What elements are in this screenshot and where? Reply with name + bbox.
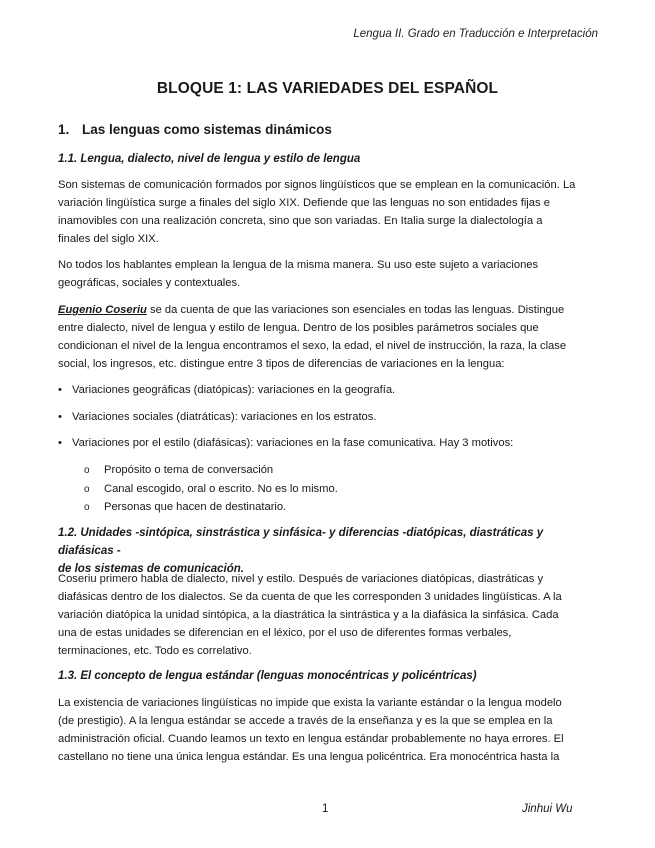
text-span: se da cuenta de que las variaciones son esenciales en todas las lenguas. Distingue [146, 304, 565, 316]
text-line: diafásicas dentro de los dialectos. Se da cuenta de que les corresponden 3 unidades lingüísticas. A la [58, 591, 562, 603]
subsection-heading-1-3: 1.3. El concepto de lengua estándar (lenguas monocéntricas y policéntricas) [58, 670, 477, 682]
author-name: Eugenio Coseriu [58, 304, 147, 316]
heading-line: de los sistemas de comunicación. [58, 563, 244, 575]
sub-bullet-text: Personas que hacen de destinatario. [104, 501, 287, 513]
paragraph-2 [58, 256, 603, 292]
text-line: No todos los hablantes emplean la lengua de la misma manera. Su uso este sujeto a variaciones [58, 259, 539, 271]
bullet-item [58, 408, 376, 426]
bullet-icon: • [58, 384, 62, 396]
text-line: variación lingüística surge a finales del siglo XIX. Defiende que las lenguas no son entidades fijas e [58, 197, 550, 209]
text-line: (de prestigio). A la lengua estándar se accede a través de la enseñanza y es la que se emplea en la [58, 715, 553, 727]
sub-bullet-item [84, 480, 338, 499]
bullet-text: Variaciones por el estilo (diafásicas): variaciones en la fase comunicativa. Hay 3 motivos: [72, 437, 514, 449]
text-line: La existencia de variaciones lingüísticas no impide que exista la variante estándar o la lengua modelo [58, 697, 562, 709]
bullet-text: Variaciones geográficas (diatópicas): variaciones en la geografía. [72, 384, 396, 396]
page-title: BLOQUE 1: LAS VARIEDADES DEL ESPAÑOL [156, 80, 499, 97]
text-line: inamovibles con una realización concreta, sino que son variadas. En Italia surge la dialectología a [58, 215, 543, 227]
running-header: Lengua II. Grado en Traducción e Interpretación [353, 28, 598, 40]
footer-author: Jinhui Wu [522, 803, 573, 815]
text-line: geográficas, sociales y contextuales. [58, 277, 241, 289]
bullet-icon: • [58, 411, 62, 423]
paragraph-4 [58, 570, 603, 660]
text-line: entre dialecto, nivel de lengua y estilo de lengua. Dentro de los posibles parámetros sociales que [58, 322, 539, 334]
sub-bullet-text: Propósito o tema de conversación [104, 464, 274, 476]
sub-bullet-icon: o [84, 502, 90, 513]
text-line: una de estas unidades se diferencian en el léxico, por el uso de diferentes formas verbales, [58, 627, 512, 639]
subsection-heading-1-1: 1.1. Lengua, dialecto, nivel de lengua y estilo de lengua [58, 153, 361, 165]
section-number: 1. [58, 122, 70, 137]
paragraph-3 [58, 301, 603, 373]
paragraph-5 [58, 694, 603, 766]
bullet-text: Variaciones sociales (diatráticas): variaciones en los estratos. [72, 411, 377, 423]
section-label: Las lenguas como sistemas dinámicos [82, 122, 332, 137]
text-line: Coseriu primero habla de dialecto, nivel y estilo. Después de variaciones diatópicas, diastráticas y [58, 573, 544, 585]
text-line: Son sistemas de comunicación formados por signos lingüísticos que se emplean en la comunicación. La [58, 179, 576, 191]
text-line: terminaciones, etc. Todo es correlativo. [58, 645, 252, 657]
bullet-item [58, 381, 395, 399]
text-line: administración oficial. Cuando leamos un texto en lengua estándar probablemente no haya errores. El [58, 733, 564, 745]
bullet-item [58, 434, 513, 452]
text-line: castellano no tiene una única lengua estándar. Es una lengua policéntrica. Era monocéntrica hasta la [58, 751, 560, 763]
text-line: social, los ingresos, etc. distingue entre 3 tipos de diferencias de variaciones en la lengua: [58, 358, 505, 370]
sub-bullet-item [84, 461, 273, 480]
sub-bullet-text: Canal escogido, oral o escrito. No es lo mismo. [104, 483, 338, 495]
paragraph-1 [58, 176, 603, 248]
section-heading-1 [58, 122, 332, 137]
page-number: 1 [322, 803, 329, 815]
heading-line: 1.2. Unidades -sintópica, sinstrástica y sinfásica- y diferencias -diatópicas, diastráticas y diafásicas - [58, 527, 544, 557]
text-line: condicionan el nivel de la lengua encontramos el sexo, la edad, el nivel de instrucción, la raza, la clase [58, 340, 567, 352]
sub-bullet-icon: o [84, 465, 90, 476]
text-line: finales del siglo XIX. [58, 233, 159, 245]
text-line [58, 301, 603, 319]
sub-bullet-item [84, 498, 286, 517]
text-line: variación diatópica la unidad sintópica, a la diastrática la sintrástica y a la diafásica la sinfásica. Cada [58, 609, 559, 621]
sub-bullet-icon: o [84, 484, 90, 495]
bullet-icon: • [58, 437, 62, 449]
